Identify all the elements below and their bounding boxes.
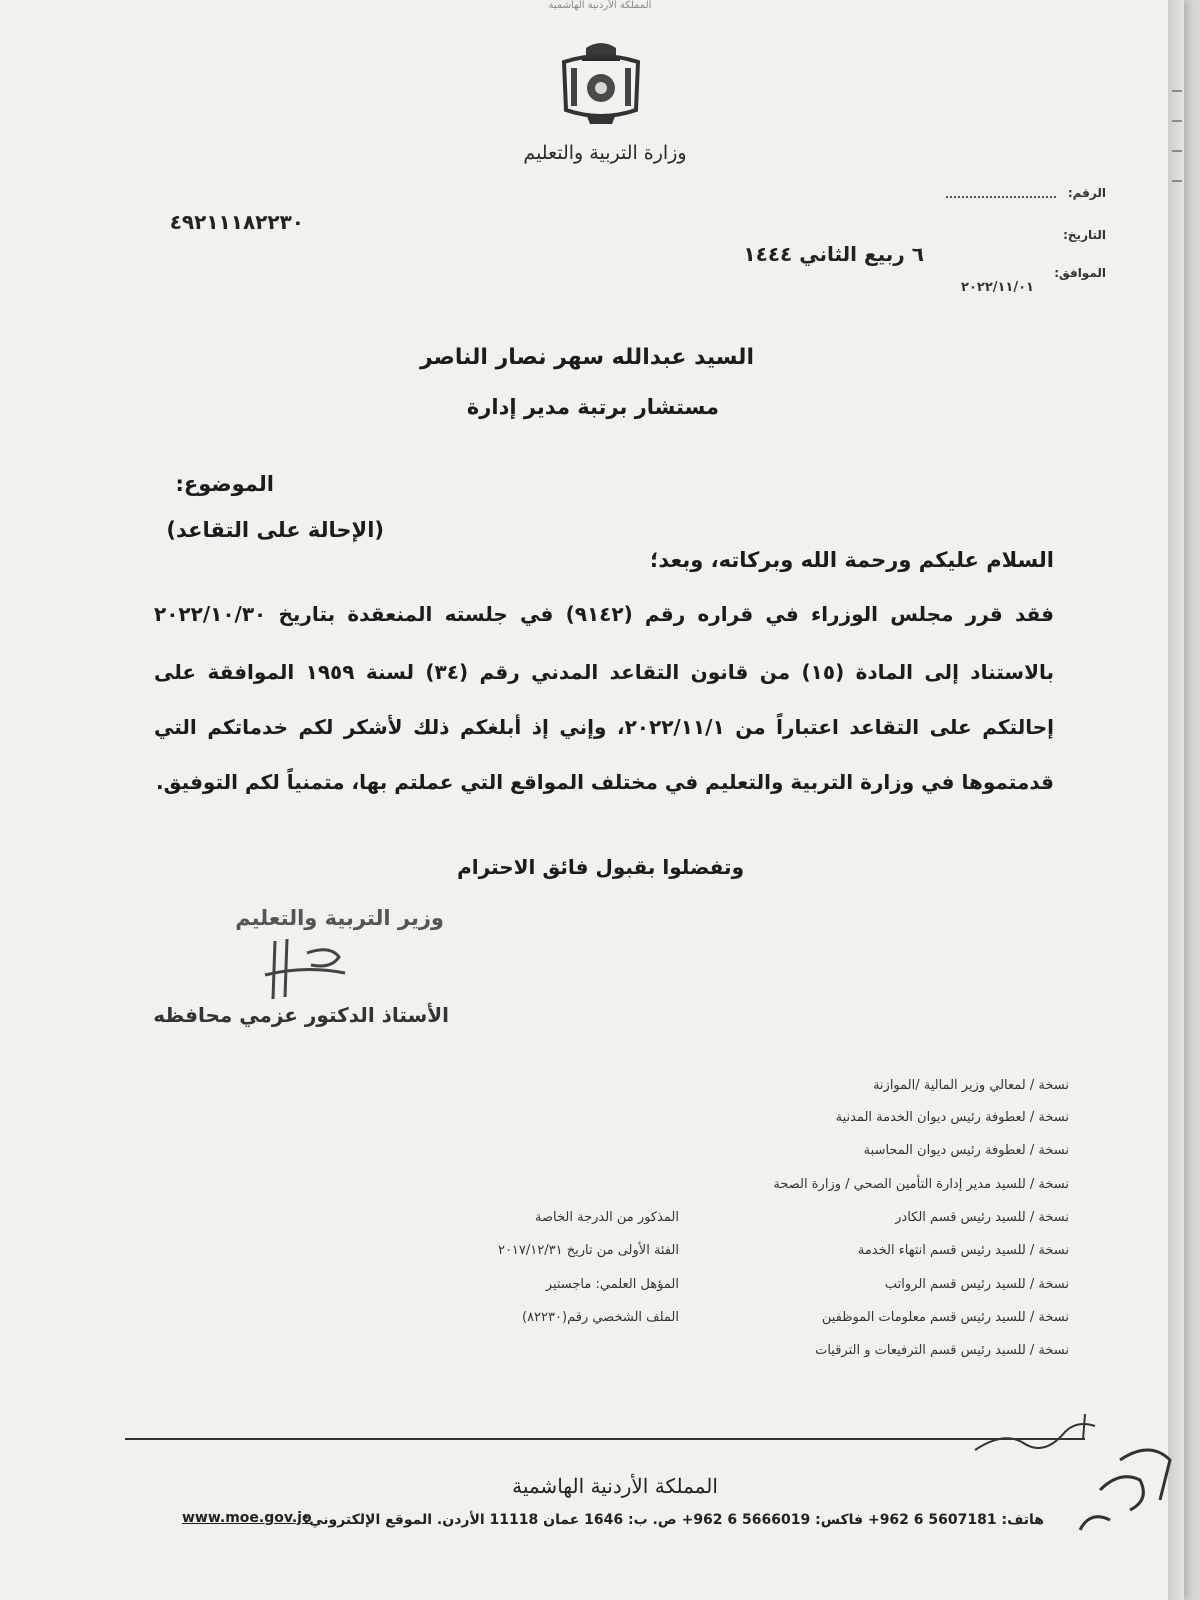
copy-line: نسخة / للسيد رئيس قسم انتهاء الخدمة: [857, 1243, 1069, 1258]
corresponding-label: الموافق:: [1054, 266, 1106, 280]
edge-mark: [1172, 150, 1182, 152]
body-line: فقد قرر مجلس الوزراء في قراره رقم (٩١٤٢) في جلسته المنعقدة بتاريخ ٢٠٢٢/١٠/٣٠: [154, 602, 1055, 626]
contact-info: هاتف: 5607181 6 962+ فاكس: 5666019 6 962+ ص. ب: 1646 عمان 11118 الأردن. الموقع الإلكتروني:: [303, 1512, 1044, 1528]
footer-rule: [125, 1438, 1085, 1440]
copy-line: نسخة / للسيد رئيس قسم الكادر: [895, 1210, 1069, 1225]
ministry-logo-text: وزارة التربية والتعليم: [523, 142, 687, 164]
copy-line: نسخة / للسيد رئيس قسم معلومات الموظفين: [821, 1310, 1069, 1325]
copy-line: نسخة / للسيد رئيس قسم الترفيعات و الترقيات: [815, 1343, 1069, 1358]
closing-phrase: وتفضلوا بقبول فائق الاحترام: [457, 855, 744, 879]
copy-line: نسخة / لعطوفة رئيس ديوان الخدمة المدنية: [835, 1110, 1069, 1125]
minister-signature: [235, 935, 375, 1005]
copy-line: نسخة / للسيد مدير إدارة التأمين الصحي / وزارة الصحة: [773, 1177, 1069, 1192]
greeting: السلام عليكم ورحمة الله وبركاته، وبعد؛: [649, 548, 1054, 572]
edge-mark: [1172, 180, 1182, 182]
handwritten-mark: [1060, 1440, 1180, 1550]
copy-line: نسخة / للسيد رئيس قسم الرواتب: [884, 1277, 1069, 1292]
recipient-name: السيد عبدالله سهر نصار الناصر: [419, 345, 754, 370]
employee-info-line: المذكور من الدرجة الخاصة: [535, 1210, 679, 1225]
subject-text: (الإحالة على التقاعد): [166, 518, 384, 542]
minister-title: وزير التربية والتعليم: [235, 906, 444, 930]
gregorian-date: ٢٠٢٢/١١/٠١: [961, 280, 1034, 295]
page-edge: [1168, 0, 1184, 1600]
employee-info-line: المؤهل العلمي: ماجستير: [545, 1277, 679, 1292]
copy-line: نسخة / لمعالي وزير المالية /الموازنة: [872, 1078, 1069, 1093]
employee-info-line: الفئة الأولى من تاريخ ٢٠١٧/١٢/٣١: [497, 1243, 679, 1258]
hijri-date: ٦ ربيع الثاني ١٤٤٤: [743, 242, 924, 266]
website-link[interactable]: www.moe.gov.jo: [182, 1510, 312, 1526]
crest-icon: [556, 40, 646, 126]
edge-mark: [1172, 120, 1182, 122]
number-label: الرقم:: [1067, 186, 1106, 200]
copy-line: نسخة / لعطوفة رئيس ديوان المحاسبة: [863, 1143, 1069, 1158]
date-label: التاريخ:: [1063, 228, 1106, 242]
edge-mark: [1172, 90, 1182, 92]
number-dots: [946, 186, 1056, 198]
top-faint-text: المملكة الأردنية الهاشمية: [548, 0, 652, 11]
employee-info-line: الملف الشخصي رقم(٨٢٢٣٠): [522, 1310, 679, 1325]
body-line: بالاستناد إلى المادة (١٥) من قانون التقاعد المدني رقم (٣٤) لسنة ١٩٥٩ الموافقة على: [154, 660, 1054, 684]
reference-number: ٤٩٢١١١٨٢٢٣٠: [169, 210, 304, 234]
recipient-title: مستشار برتبة مدير إدارة: [466, 395, 719, 419]
kingdom-footer-text: المملكة الأردنية الهاشمية: [512, 1474, 718, 1498]
body-line: قدمتموها في وزارة التربية والتعليم في مختلف المواقع التي عملتم بها، متمنياً لكم التوفيق.: [156, 770, 1054, 794]
body-line: إحالتكم على التقاعد اعتباراً من ٢٠٢٢/١١/١، وإني إذ أبلغكم ذلك لأشكر لكم خدماتكم التي: [154, 715, 1054, 739]
minister-name: الأستاذ الدكتور عزمي محافظه: [153, 1003, 449, 1027]
subject-label: الموضوع:: [175, 472, 274, 496]
